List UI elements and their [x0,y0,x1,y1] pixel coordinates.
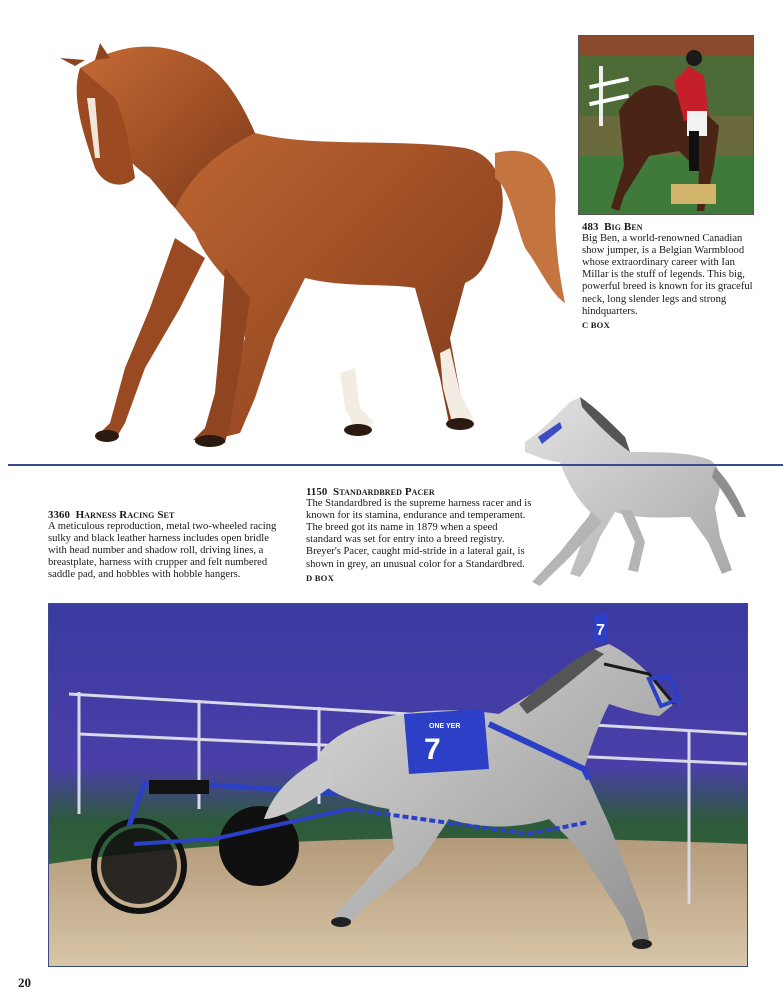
big-ben-photo [578,35,754,215]
product-description: A meticulous reproduction, metal two-wheeled racing sulky and black leather harness includes open bridle with head number and shadow roll, driving lines, a breastplate, harness with crupper and felt numbered saddle pad, and hobbles with hobble hangers. [48,521,277,581]
caption-standardbred-pacer [306,486,532,584]
product-heading: 483 Big Ben [582,221,643,233]
product-description: Big Ben, a world-renowned Canadian show jumper, is a Belgian Warmblood whose extraordinary career with Ian Millar is the stuff of legends. This big, powerful breed is known for its graceful neck, long slender legs and strong hindquarters. [582,233,753,317]
page-number: 20 [18,975,31,990]
caption-big-ben [582,221,757,331]
section-divider [8,464,783,466]
product-heading: 3360 Harness Racing Set [48,509,175,521]
product-description: The Standardbred is the supreme harness racer and is known for its stamina, endurance and temperament. The breed got its name in 1879 when a speed standard was set for entry into a breed registry. Breyer's Pacer, caught mid-stride in a lateral gait, is shown in grey, an unusual color for a Standardbred. [306,498,532,570]
saddle-pad-number: 7 [424,733,441,766]
saddle-pad-brand: ONE YER [429,723,461,730]
head-number: 7 [596,622,605,639]
box-size: D BOX [306,572,334,583]
standardbred-pacer-photo [520,392,750,592]
harness-racing-photo [48,603,748,967]
chestnut-horse-photo [55,38,575,458]
product-heading: 1150 Standardbred Pacer [306,486,435,498]
box-size: C BOX [582,319,610,330]
caption-harness-racing-set [48,509,280,582]
